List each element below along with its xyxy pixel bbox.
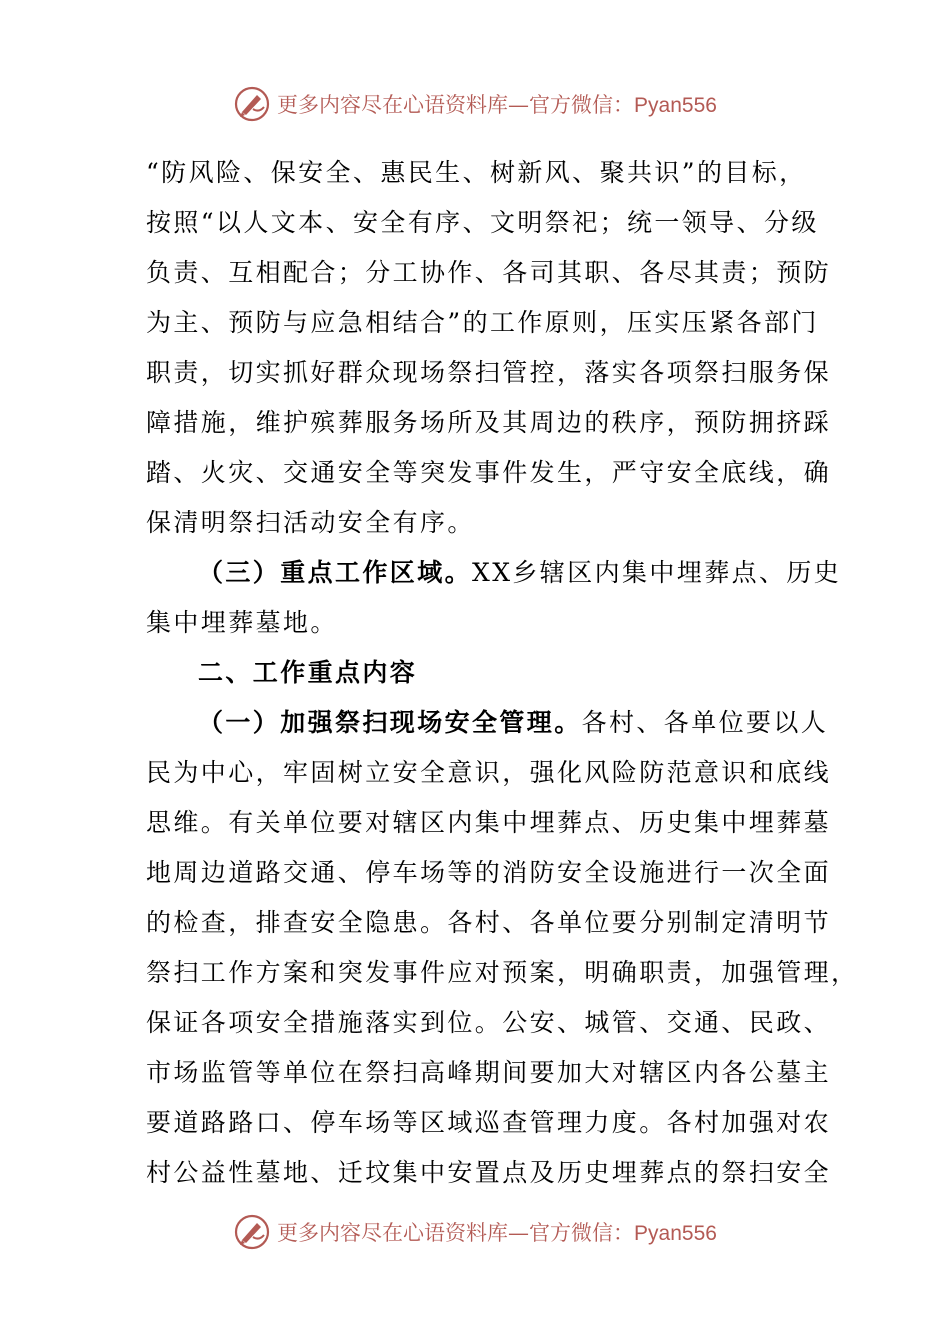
pen-logo-icon bbox=[233, 1213, 271, 1251]
footer-banner-text bbox=[277, 1217, 717, 1247]
section3-paragraph bbox=[146, 548, 842, 598]
body-line: 村公益性墓地、迁坟集中安置点及历史埋葬点的祭扫安全 bbox=[146, 1158, 832, 1187]
footer-banner-cn: 更多内容尽在心语资料库—官方微信： bbox=[277, 1221, 635, 1245]
item1-heading: （一）加强祭扫现场安全管理。 bbox=[198, 708, 582, 737]
header-banner-cn: 更多内容尽在心语资料库—官方微信： bbox=[277, 93, 635, 117]
footer-banner-wechat-id: Pyan556 bbox=[634, 1222, 717, 1245]
document-body bbox=[146, 148, 859, 1198]
item1-text: 各村、各单位要以人 bbox=[581, 708, 829, 737]
part2-heading: 二、工作重点内容 bbox=[198, 658, 418, 687]
body-line: 的检查，排查安全隐患。各村、各单位要分别制定清明节 bbox=[146, 908, 832, 937]
body-line: 要道路路口、停车场等区域巡查管理力度。各村加强对农 bbox=[146, 1108, 832, 1137]
header-banner-text bbox=[277, 89, 717, 119]
pen-logo-icon bbox=[233, 85, 271, 123]
body-line: 保证各项安全措施落实到位。公安、城管、交通、民政、 bbox=[146, 1008, 832, 1037]
body-line: 负责、互相配合；分工协作、各司其职、各尽其责；预防 bbox=[146, 258, 832, 287]
item1-paragraph bbox=[146, 698, 829, 748]
body-line: 为主、预防与应急相结合”的工作原则，压实压紧各部门 bbox=[146, 308, 819, 337]
footer-banner bbox=[0, 1210, 950, 1254]
body-line: 按照“以人文本、安全有序、文明祭祀；统一领导、分级 bbox=[146, 208, 819, 237]
body-line: 地周边道路交通、停车场等的消防安全设施进行一次全面 bbox=[146, 858, 832, 887]
header-banner bbox=[0, 82, 950, 126]
body-line: 踏、火灾、交通安全等突发事件发生，严守安全底线，确 bbox=[146, 458, 832, 487]
section3-text: XX乡辖区内集中埋葬点、历史 bbox=[472, 558, 842, 587]
body-line: 祭扫工作方案和突发事件应对预案，明确职责，加强管理， bbox=[146, 958, 859, 987]
body-line: 市场监管等单位在祭扫高峰期间要加大对辖区内各公墓主 bbox=[146, 1058, 832, 1087]
body-line: 思维。有关单位要对辖区内集中埋葬点、历史集中埋葬墓 bbox=[146, 808, 832, 837]
header-banner-wechat-id: Pyan556 bbox=[634, 94, 717, 117]
section3-heading: （三）重点工作区域。 bbox=[198, 558, 473, 587]
body-line: 障措施，维护殡葬服务场所及其周边的秩序，预防拥挤踩 bbox=[146, 408, 832, 437]
body-line: 民为中心，牢固树立安全意识，强化风险防范意识和底线 bbox=[146, 758, 832, 787]
body-line: 保清明祭扫活动安全有序。 bbox=[146, 508, 475, 537]
body-line: 职责，切实抓好群众现场祭扫管控，落实各项祭扫服务保 bbox=[146, 358, 832, 387]
body-line: “防风险、保安全、惠民生、树新风、聚共识”的目标， bbox=[146, 158, 807, 187]
body-line: 集中埋葬墓地。 bbox=[146, 608, 338, 637]
